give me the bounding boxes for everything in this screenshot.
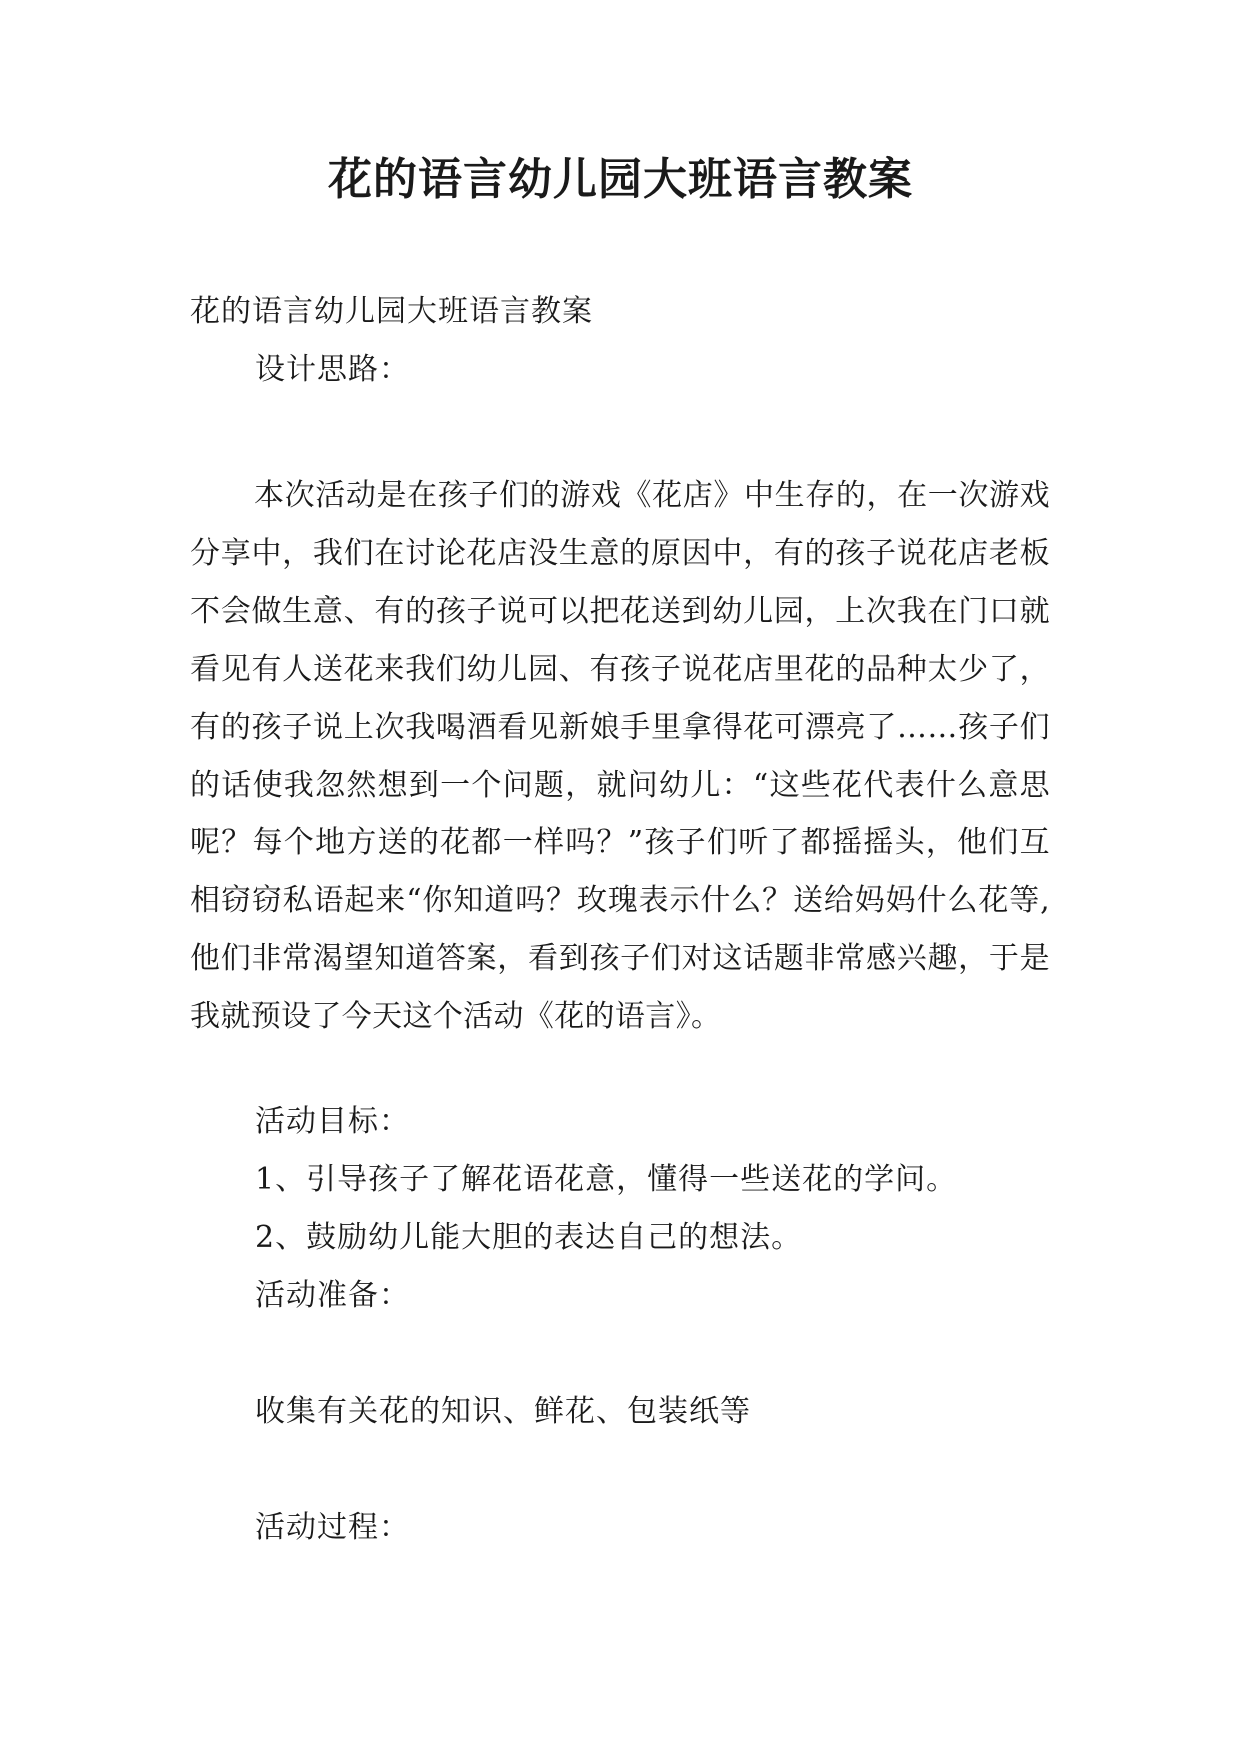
process-heading: 活动过程： xyxy=(255,1510,410,1545)
goal-item-2: 2、鼓励幼儿能大胆的表达自己的想法。 xyxy=(255,1220,803,1255)
document-title: 花的语言幼儿园大班语言教案 xyxy=(328,154,913,205)
design-body: 本次活动是在孩子们的游戏《花店》中生存的，在一次游戏分享中，我们在讨论花店没生意的原因中，有的孩子说花店老板不会做生意、有的孩子说可以把花送到幼儿园，上次我在门口就看见有人送花来我们幼儿园、有孩子说花店里花的品种太少了，有的孩子说上次我喝酒看见新娘手里拿得花可漂亮了……孩子们的话使我忽然想到一个问题，就问幼儿：“这些花代表什么意思呢？每个地方送的花都一样吗？”孩子们听了都摇摇头，他们互相窃窃私语起来“你知道吗？玫瑰表示什么？送给妈妈什么花等,他们非常渴望知道答案，看到孩子们对这话题非常感兴趣，于是我就预设了今天这个活动《花的语言》。 xyxy=(190,478,1050,1035)
prep-heading: 活动准备： xyxy=(255,1278,410,1313)
goal-item-1: 1、引导孩子了解花语花意，懂得一些送花的学问。 xyxy=(255,1162,958,1197)
goals-heading: 活动目标： xyxy=(255,1104,410,1139)
document-subtitle: 花的语言幼儿园大班语言教案 xyxy=(190,294,593,329)
prep-body: 收集有关花的知识、鲜花、包装纸等 xyxy=(255,1394,751,1429)
design-heading: 设计思路： xyxy=(255,352,410,387)
